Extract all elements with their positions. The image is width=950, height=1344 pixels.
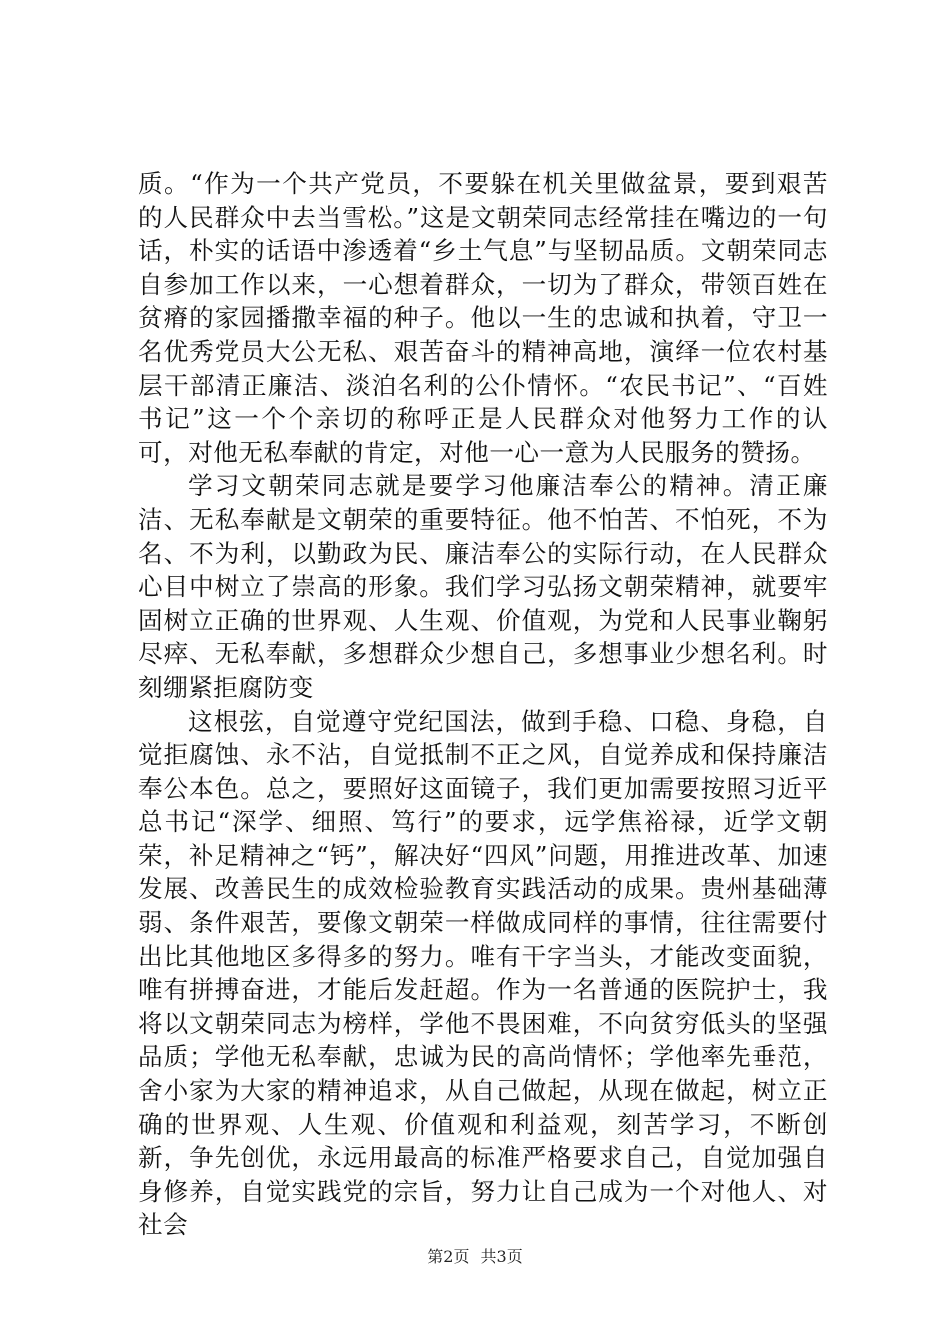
paragraph-3: 这根弦，自觉遵守党纪国法，做到手稳、口稳、身稳，自觉拒腐蚀、永不沾，自觉抵制不正之风，自觉养成和保持廉洁奉公本色。总之，要照好这面镜子，我们更加需要按照习近平总书记“深学、细照、笃行”的要求，远学焦裕禄，近学文朝荣，补足精神之“钙”，解决好“四风”问题，用推进改革、加速发展、改善民生的成效检验教育实践活动的成果。贵州基础薄弱、条件艰苦，要像文朝荣一样做成同样的事情，往往需要付出比其他地区多得多的努力。唯有干字当头，才能改变面貌，唯有拼搏奋进，才能后发赶超。作为一名普通的医院护士，我将以文朝荣同志为榜样，学他不畏困难，不向贫穷低头的坚强品质；学他无私奉献，忠诚为民的高尚情怀；学他率先垂范，舍小家为大家的精神追求，从自己做起，从现在做起，树立正确的世界观、人生观、价值观和利益观，刻苦学习，不断创新，争先创优，永远用最高的标准严格要求自己，自觉加强自身修养，自觉实践党的宗旨，努力让自己成为一个对他人、对社会	[138, 706, 828, 1240]
document-body	[138, 167, 828, 1242]
page-number: 第2页	[427, 1247, 470, 1266]
paragraph-1: 质。“作为一个共产党员，不要躲在机关里做盆景，要到艰苦的人民群众中去当雪松。”这是文朝荣同志经常挂在嘴边的一句话，朴实的话语中渗透着“乡土气息”与坚韧品质。文朝荣同志自参加工作以来，一心想着群众，一切为了群众，带领百姓在贫瘠的家园播撒幸福的种子。他以一生的忠诚和执着，守卫一名优秀党员大公无私、艰苦奋斗的精神高地，演绎一位农村基层干部清正廉洁、淡泊名利的公仆情怀。“农民书记”、“百姓书记”这一个个亲切的称呼正是人民群众对他努力工作的认可，对他无私奉献的肯定，对他一心一意为人民服务的赞扬。	[138, 169, 828, 467]
page-footer	[0, 1244, 950, 1267]
page-total: 共3页	[480, 1247, 523, 1266]
paragraph-2: 学习文朝荣同志就是要学习他廉洁奉公的精神。清正廉洁、无私奉献是文朝荣的重要特征。他不怕苦、不怕死，不为名、不为利，以勤政为民、廉洁奉公的实际行动，在人民群众心目中树立了崇高的形象。我们学习弘扬文朝荣精神，就要牢固树立正确的世界观、人生观、价值观，为党和人民事业鞠躬尽瘁、无私奉献，多想群众少想自己，多想事业少想名利。时刻绷紧拒腐防变	[138, 471, 828, 702]
